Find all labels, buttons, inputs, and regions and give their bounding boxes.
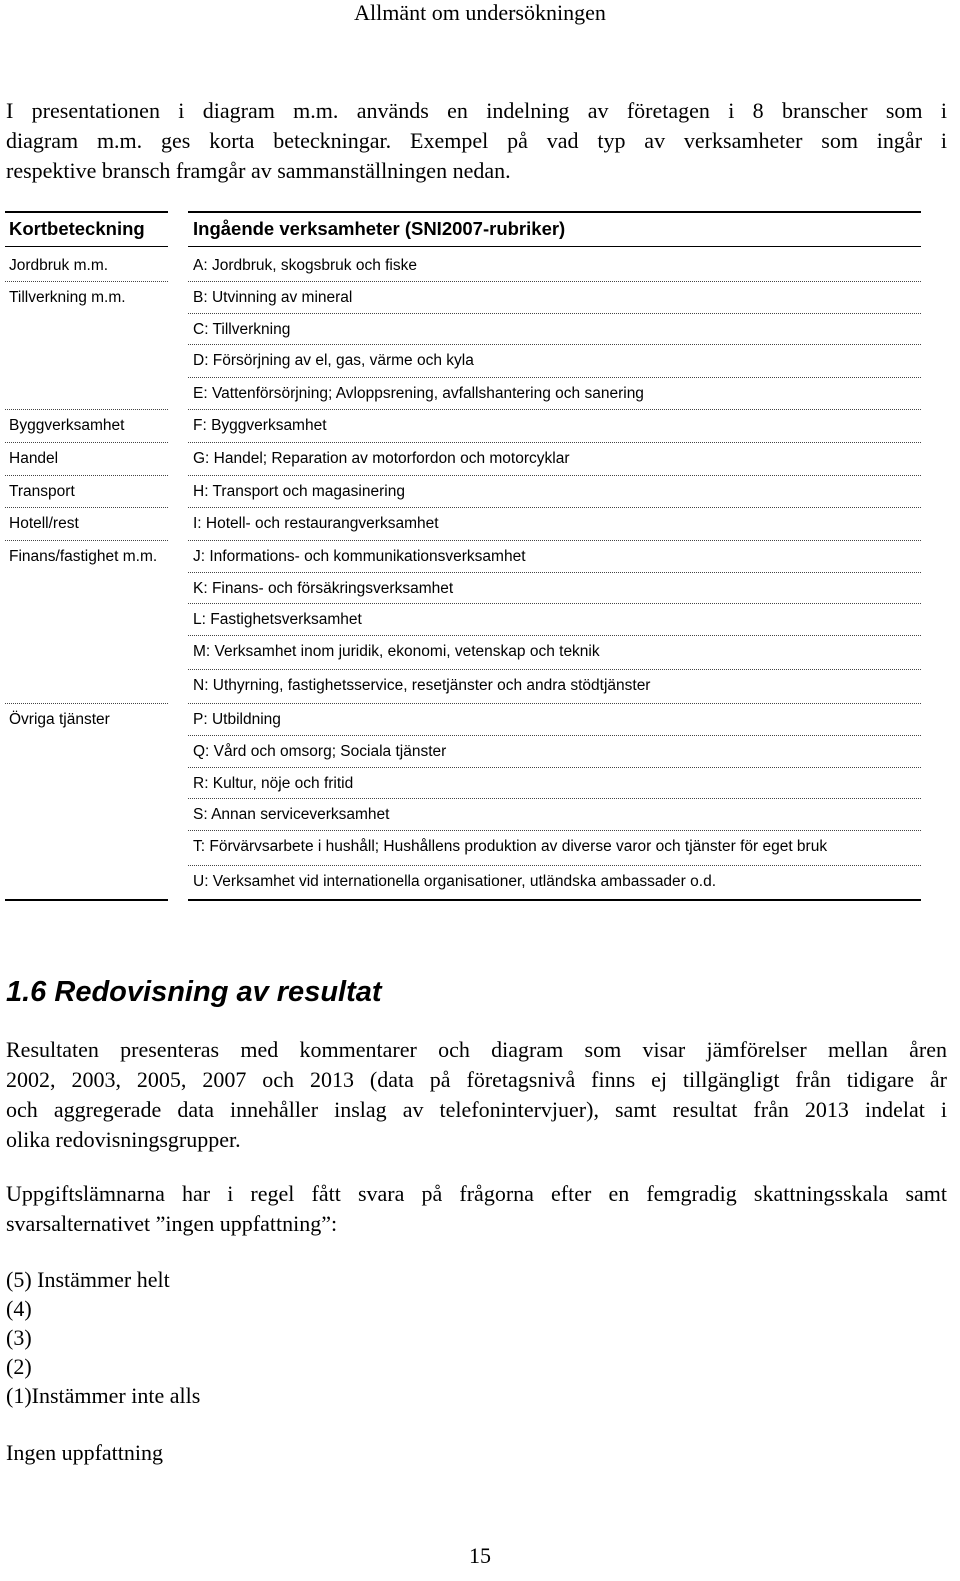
results-paragraph <box>6 1035 947 1155</box>
section-number: 1.6 <box>6 976 47 1008</box>
sni-activity: A: Jordbruk, skogsbruk och fiske <box>193 257 417 274</box>
industry-short-name: Transport <box>9 483 75 500</box>
row-separator <box>188 507 921 508</box>
section-title: Redovisning av resultat <box>54 976 382 1008</box>
col-header-short-name: Kortbeteckning <box>9 218 145 239</box>
sni-activity: J: Informations- och kommunikationsverksamhet <box>193 548 526 565</box>
sni-activity: C: Tillverkning <box>193 321 291 338</box>
row-separator <box>188 669 921 670</box>
no-opinion-option: Ingen uppfattning <box>6 1440 164 1465</box>
group-separator <box>5 540 168 541</box>
industry-short-name: Tillverkning m.m. <box>9 289 126 306</box>
row-separator <box>188 540 921 541</box>
sni-activity: M: Verksamhet inom juridik, ekonomi, vetenskap och teknik <box>193 643 600 660</box>
table-top-rule <box>5 211 168 213</box>
industry-short-name: Jordbruk m.m. <box>9 257 109 274</box>
row-separator <box>188 377 921 378</box>
sni-activity: Q: Vård och omsorg; Sociala tjänster <box>193 743 447 760</box>
table-bottom-rule <box>188 899 921 901</box>
row-separator <box>188 635 921 636</box>
industry-short-name: Byggverksamhet <box>9 417 125 434</box>
table-header-rule <box>5 246 168 247</box>
section-heading <box>6 976 382 1009</box>
row-separator <box>188 603 921 604</box>
sni-activity: U: Verksamhet vid internationella organisationer, utländska ambassader o.d. <box>193 873 716 890</box>
group-separator <box>5 409 168 410</box>
row-separator <box>188 572 921 573</box>
group-separator <box>5 475 168 476</box>
scale-item: (4) <box>6 1296 32 1321</box>
scale-item: (1)Instämmer inte alls <box>6 1383 201 1408</box>
results-line: Resultaten presenteras med kommentarer och diagram som visar jämförelser mellan åren <box>6 1037 947 1062</box>
intro-line: respektive bransch framgår av sammanställningen nedan. <box>6 158 511 183</box>
row-separator <box>188 735 921 736</box>
sni-activity: I: Hotell- och restaurangverksamhet <box>193 515 439 532</box>
scale-line: Uppgiftslämnarna har i regel fått svara på frågorna efter en femgradig skattningsskala samt <box>6 1181 947 1206</box>
results-line: olika redovisningsgrupper. <box>6 1127 241 1152</box>
industry-short-name: Övriga tjänster <box>9 711 110 728</box>
row-separator <box>188 830 921 831</box>
scale-item: (3) <box>6 1325 32 1350</box>
table-header-rule <box>188 246 921 247</box>
industry-short-name: Hotell/rest <box>9 515 79 532</box>
table-top-rule <box>188 211 921 213</box>
results-line: och aggregerade data innehåller inslag av telefonintervjuer), samt resultat från 2013 indelat i <box>6 1097 947 1122</box>
row-separator <box>188 313 921 314</box>
intro-line: I presentationen i diagram m.m. används en indelning av företagen i 8 branscher som i <box>6 98 947 123</box>
row-separator <box>188 281 921 282</box>
group-separator <box>5 703 168 704</box>
sni-activity: T: Förvärvsarbete i hushåll; Hushållens produktion av diverse varor och tjänster för eget bruk <box>193 838 828 855</box>
industry-short-name: Handel <box>9 450 59 467</box>
scale-item: (2) <box>6 1354 32 1379</box>
sni-activity: P: Utbildning <box>193 711 281 728</box>
page-header: Allmänt om undersökningen <box>354 0 606 25</box>
row-separator <box>188 344 921 345</box>
results-line: 2002, 2003, 2005, 2007 och 2013 (data på företagsnivå finns ej tillgängligt från tidigare år <box>6 1067 947 1092</box>
scale-line: svarsalternativet ”ingen uppfattning”: <box>6 1211 338 1236</box>
page-number: 15 <box>469 1543 491 1568</box>
row-separator <box>188 409 921 410</box>
sni-activity: H: Transport och magasinering <box>193 483 405 500</box>
sni-activity: G: Handel; Reparation av motorfordon och motorcyklar <box>193 450 570 467</box>
industry-short-name: Finans/fastighet m.m. <box>9 548 158 565</box>
sni-activity: R: Kultur, nöje och fritid <box>193 775 354 792</box>
row-separator <box>188 442 921 443</box>
sni-activity: B: Utvinning av mineral <box>193 289 353 306</box>
group-separator <box>5 507 168 508</box>
row-separator <box>188 703 921 704</box>
sni-activity: E: Vattenförsörjning; Avloppsrening, avfallshantering och sanering <box>193 385 644 402</box>
group-separator <box>5 281 168 282</box>
scale-paragraph <box>6 1179 947 1239</box>
scale-item: (5) Instämmer helt <box>6 1267 170 1292</box>
sni-activity: N: Uthyrning, fastighetsservice, resetjänster och andra stödtjänster <box>193 677 651 694</box>
sni-activity: K: Finans- och försäkringsverksamhet <box>193 580 454 597</box>
sni-activity: F: Byggverksamhet <box>193 417 327 434</box>
row-separator <box>188 767 921 768</box>
sni-activity: D: Försörjning av el, gas, värme och kyla <box>193 352 474 369</box>
col-header-activities: Ingående verksamheter (SNI2007-rubriker) <box>193 218 566 239</box>
scale-list <box>6 1265 200 1410</box>
group-separator <box>5 442 168 443</box>
table-bottom-rule <box>5 899 168 901</box>
sni-activity: S: Annan serviceverksamhet <box>193 806 390 823</box>
intro-line: diagram m.m. ges korta beteckningar. Exempel på vad typ av verksamheter som ingår i <box>6 128 947 153</box>
row-separator <box>188 475 921 476</box>
row-separator <box>188 865 921 866</box>
intro-paragraph <box>6 96 947 186</box>
sni-activity: L: Fastighetsverksamhet <box>193 611 362 628</box>
row-separator <box>188 798 921 799</box>
